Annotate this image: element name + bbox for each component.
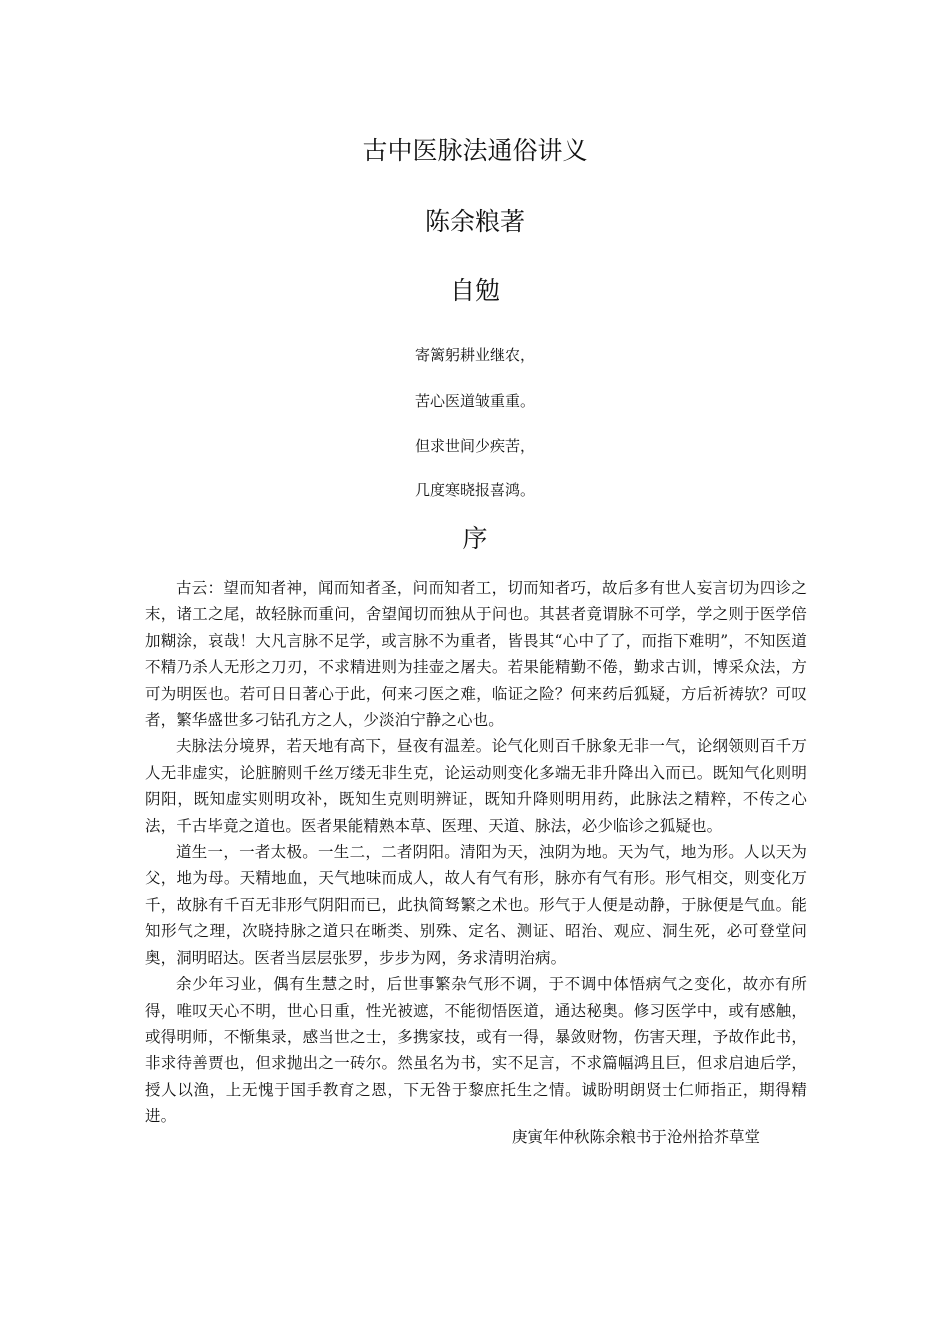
document-title: 古中医脉法通俗讲义 [362,136,588,165]
signature-line: 庚寅年仲秋陈余粮书于沧州拾芥草堂 [512,1128,761,1146]
preface-paragraph: 道生一，一者太极。一生二，二者阴阳。清阳为天，浊阴为地。天为气，地为形。人以天为父，地为母。天精地血，天气地味而成人，故人有气有形，脉亦有气有形。形气相交，则变化万千，故脉有千百无非形气阴阳而已，此执简驽繁之术也。形气于人便是动静，于脉便是气血。能知形气之理，次晓持脉之道只在晰类、别殊、定名、测证、昭治、观应、洞生死，必可登堂问奥，洞明昭达。医者当层层张罗，步步为网，务求清明治病。 [145,843,807,967]
author-line: 陈余粮著 [424,207,525,236]
preface-paragraph: 古云：望而知者神，闻而知者圣，问而知者工，切而知者巧，故后多有世人妄言切为四诊之末，诸工之尾，故轻脉而重问，舍望闻切而独从于问也。其甚者竟谓脉不可学，学之则于医学倍加糊涂，哀哉！大凡言脉不足学，或言脉不为重者，皆畏其“心中了了，而指下难明”，不知医道不精乃杀人无形之刀刃，不求精进则为挂壶之屠夫。若果能精勤不倦，勤求古训，博采众法，方可为明医也。若可日日著心于此，何来刁医之难，临证之险？何来药后狐疑，方后祈祷欤？可叹者，繁华盛世多刁钻孔方之人，少淡泊宁静之心也。 [145,579,807,730]
preface-paragraph: 余少年习业，偶有生慧之时，后世事繁杂气形不调，于不调中体悟病气之变化，故亦有所得，唯叹天心不明，世心日重，性光被遮，不能彻悟医道，通达秘奥。修习医学中，或有感触，或得明师，不惭集录，感当世之士，多携家技，或有一得，暴敛财物，伤害天理，予故作此书，非求待善贾也，但求抛出之一砖尔。然虽名为书，实不足言，不求篇幅鸿且巨，但求启迪后学，授人以渔，上无愧于国手教育之恩，下无咎于黎庶托生之情。诚盼明朗贤士仁师指正，期得精进。 [145,975,807,1126]
preface-title: 序 [462,524,488,553]
poem-line: 苦心医道皱重重。 [414,392,535,410]
poem-title: 自勉 [449,276,500,305]
preface-body [145,575,807,1130]
poem-line: 但求世间少疾苦， [414,437,535,455]
preface-paragraph: 夫脉法分境界，若天地有高下，昼夜有温差。论气化则百千脉象无非一气，论纲领则百千万人无非虚实，论脏腑则千丝万缕无非生克，论运动则变化多端无非升降出入而已。既知气化则明阴阳，既知虚实则明攻补，既知生克则明辨证，既知升降则明用药，此脉法之精粹，不传之心法，千古毕竟之道也。医者果能精熟本草、医理、天道、脉法，必少临诊之狐疑也。 [145,737,807,835]
poem-line: 几度寒晓报喜鸿。 [414,481,535,499]
poem-line: 寄篱躬耕业继农， [414,346,535,364]
